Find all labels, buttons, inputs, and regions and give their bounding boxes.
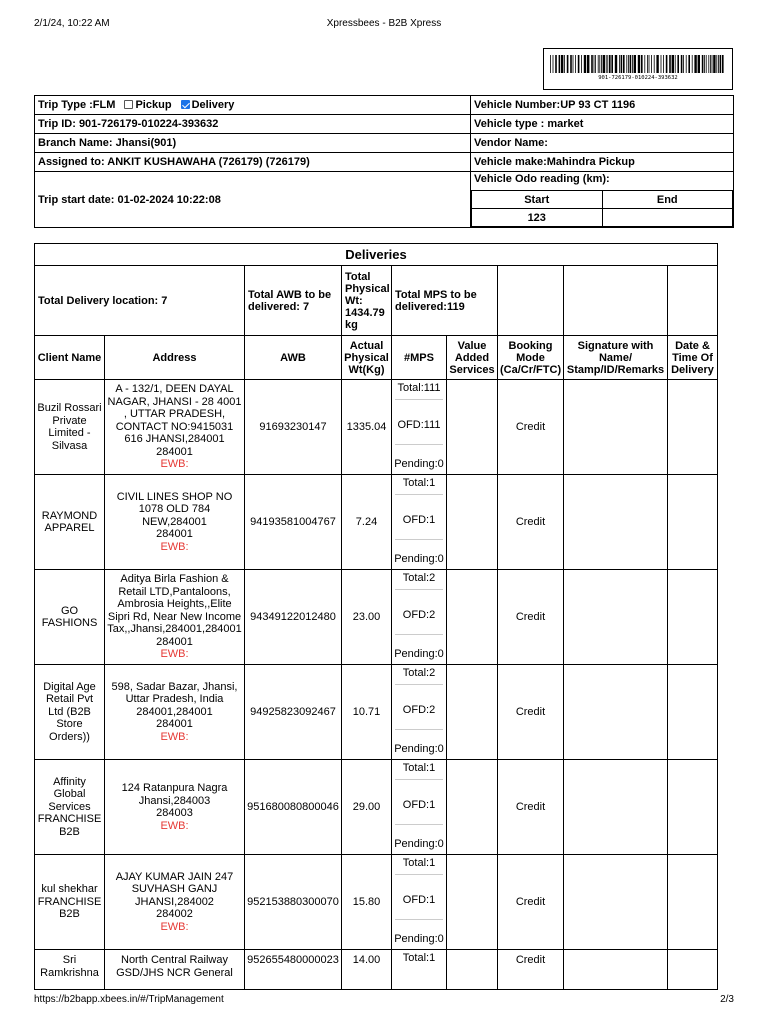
col-signature: Signature with Name/ Stamp/ID/Remarks (564, 336, 668, 380)
mps-cell (392, 665, 447, 760)
barcode-bar (630, 55, 632, 73)
delivery-datetime (668, 665, 718, 760)
barcode-bar (681, 55, 683, 73)
col-weight: Actual Physical Wt(Kg) (342, 336, 392, 380)
pincode: 284001 (156, 718, 193, 731)
pincode: 284001 (156, 528, 193, 541)
barcode-bar (607, 55, 608, 73)
barcode-bar (663, 55, 664, 73)
odo-start-value: 123 (472, 209, 603, 227)
barcode-bar (609, 55, 611, 73)
print-footer (34, 994, 734, 1006)
address-cell (105, 570, 245, 665)
value-added-services (447, 665, 498, 760)
address-cell (105, 475, 245, 570)
pincode: 284003 (156, 807, 193, 819)
total-delivery-location (35, 266, 245, 336)
col-vas: Value Added Services (447, 336, 498, 380)
mps-cell (392, 950, 447, 990)
assigned-to: Assigned to: ANKIT KUSHAWAHA (726179) (726179) (35, 153, 471, 172)
actual-weight: 1335.04 (342, 380, 392, 475)
deliveries-table (34, 243, 718, 990)
barcode-bar (722, 55, 724, 73)
barcode-bar (683, 55, 684, 73)
address: Aditya Birla Fashion & Retail LTD,Pantaloons, Ambrosia Heights,,Elite Sipri Rd, Near New Income Tax,,Jhansi,284001,284001 (107, 573, 242, 636)
address: North Central Railway GSD/JHS NCR General (116, 954, 233, 979)
barcode-bar (591, 55, 593, 73)
mps-cell (392, 380, 447, 475)
odo-table (471, 190, 733, 227)
barcode-bar (555, 55, 557, 73)
total-mps: Total MPS to be delivered:119 (392, 266, 498, 336)
barcode-bar (698, 55, 700, 73)
barcode-bar (623, 55, 625, 73)
barcode-bar (573, 55, 574, 73)
print-url: https://b2bapp.xbees.in/#/TripManagement (34, 994, 224, 1005)
delivery-label: Delivery (191, 99, 235, 111)
address: 598, Sadar Bazar, Jhansi, Uttar Pradesh, India 284001,284001 (111, 680, 238, 718)
barcode-bar (706, 55, 707, 73)
summary-blank-3 (668, 266, 718, 336)
value-added-services (447, 855, 498, 950)
barcode-bar (570, 55, 572, 73)
barcode-bar (550, 55, 551, 73)
barcode-bar (656, 55, 658, 73)
mps-divider (395, 399, 443, 400)
odo-end-value (602, 209, 733, 227)
signature-field (564, 380, 668, 475)
value-added-services (447, 950, 498, 990)
barcode-bar (688, 55, 690, 73)
client-name: Sri Ramkrishna (35, 950, 105, 990)
awb-number: 91693230147 (245, 380, 342, 475)
barcode-bar (601, 55, 602, 73)
booking-mode: Credit (498, 380, 564, 475)
actual-weight: 10.71 (342, 665, 392, 760)
actual-weight: 14.00 (342, 950, 392, 990)
barcode-bar (598, 55, 599, 73)
barcode-bar (595, 55, 596, 73)
barcode-bar (553, 55, 554, 73)
mps-divider (395, 874, 443, 875)
awb-number: 94349122012480 (245, 570, 342, 665)
mps-divider (395, 919, 443, 920)
barcode-bar (584, 55, 586, 73)
odo-end-label: End (602, 191, 733, 209)
awb-number: 952655480000023 (245, 950, 342, 990)
awb-number: 94925823092467 (245, 665, 342, 760)
barcode-bar (672, 55, 674, 73)
address-cell (105, 950, 245, 990)
barcode-bar (603, 55, 605, 73)
awb-number: 94193581004767 (245, 475, 342, 570)
barcode-bar (641, 55, 643, 73)
pickup-checkbox[interactable] (124, 100, 133, 109)
awb-number: 952153880300070 (245, 855, 342, 950)
summary-blank-2 (564, 266, 668, 336)
delivery-datetime (668, 380, 718, 475)
client-name: GO FASHIONS (35, 570, 105, 665)
barcode-bar (599, 55, 600, 73)
mps-total: Total:1 (402, 762, 436, 774)
client-name: Buzil Rossari Private Limited - Silvasa (35, 380, 105, 475)
mps-pending: Pending:0 (394, 648, 444, 660)
mps-ofd: OFD:2 (402, 704, 436, 716)
barcode-bar (567, 55, 569, 73)
delivery-datetime (668, 570, 718, 665)
trip-start-date: Trip start date: 01-02-2024 10:22:08 (35, 172, 471, 228)
booking-mode: Credit (498, 570, 564, 665)
col-client-name: Client Name (35, 336, 105, 380)
mps-divider (395, 779, 443, 780)
branch-name: Branch Name: Jhansi(901) (35, 134, 471, 153)
barcode-bar (712, 55, 713, 73)
barcode-bar (559, 55, 561, 73)
barcode-bar (661, 55, 662, 73)
address-cell (105, 380, 245, 475)
value-added-services (447, 570, 498, 665)
barcode-bar (677, 55, 679, 73)
actual-weight: 15.80 (342, 855, 392, 950)
mps-ofd: OFD:111 (397, 419, 441, 431)
signature-field (564, 570, 668, 665)
mps-divider (395, 684, 443, 685)
mps-cell (392, 570, 447, 665)
actual-weight: 29.00 (342, 760, 392, 855)
mps-pending: Pending:0 (394, 838, 444, 850)
actual-weight: 7.24 (342, 475, 392, 570)
odo-label: Vehicle Odo reading (km): (474, 173, 610, 185)
mps-pending: Pending:0 (394, 933, 444, 945)
col-address: Address (105, 336, 245, 380)
mps-divider (395, 494, 443, 495)
print-header (34, 18, 734, 32)
pickup-label: Pickup (135, 99, 172, 111)
barcode-bar (581, 55, 582, 73)
address: AJAY KUMAR JAIN 247 SUVHASH GANJ JHANSI,284002 (115, 870, 234, 908)
print-page-number: 2/3 (720, 994, 734, 1005)
booking-mode: Credit (498, 665, 564, 760)
signature-field (564, 760, 668, 855)
barcode-bar (606, 55, 607, 73)
barcode-bar (632, 55, 633, 73)
delivery-datetime (668, 855, 718, 950)
pincode: 284002 (156, 908, 193, 921)
vehicle-type: Vehicle type : market (471, 115, 734, 134)
barcode-bar (692, 55, 693, 73)
pincode: 284001 (156, 635, 193, 648)
barcode-bar (619, 55, 620, 73)
pincode: 284001 (156, 445, 193, 458)
barcode-bar (628, 55, 629, 73)
mps-divider (395, 539, 443, 540)
col-mps: #MPS (392, 336, 447, 380)
mps-ofd: OFD:1 (402, 894, 436, 906)
total-awb: Total AWB to be delivered: 7 (245, 266, 342, 336)
mps-total: Total:2 (402, 572, 436, 584)
vehicle-make: Vehicle make:Mahindra Pickup (471, 153, 734, 172)
mps-pending: Pending:0 (394, 458, 444, 470)
address-cell (105, 760, 245, 855)
vendor-name: Vendor Name: (471, 134, 734, 153)
mps-total: Total:1 (402, 477, 436, 489)
deliveries-title: Deliveries (35, 244, 718, 266)
mps-ofd: OFD:2 (402, 609, 436, 621)
barcode-bar (644, 55, 645, 73)
barcode-bar (615, 55, 617, 73)
booking-mode: Credit (498, 855, 564, 950)
signature-field (564, 665, 668, 760)
signature-field (564, 950, 668, 990)
mps-total: Total:1 (402, 857, 436, 869)
mps-divider (395, 824, 443, 825)
summary-blank-1 (498, 266, 564, 336)
mps-ofd: OFD:1 (402, 799, 436, 811)
barcode-bar (716, 55, 717, 73)
trip-id: Trip ID: 901-726179-010224-393632 (35, 115, 471, 134)
col-delivery-datetime: Date & Time Of Delivery (668, 336, 718, 380)
barcode-bar (564, 55, 565, 73)
barcode-bar (704, 55, 705, 73)
barcode-bar (621, 55, 623, 73)
table-row (35, 855, 718, 950)
barcode-text: 901-726179-010224-393632 (598, 75, 678, 81)
table-row (35, 950, 718, 990)
barcode-bar (710, 55, 711, 73)
mps-divider (395, 729, 443, 730)
mps-cell (392, 760, 447, 855)
signature-field (564, 475, 668, 570)
client-name: kul shekhar FRANCHISE B2B (35, 855, 105, 950)
booking-mode: Credit (498, 950, 564, 990)
barcode-bar (649, 55, 650, 73)
ewb-label: EWB: (160, 730, 189, 743)
signature-field (564, 855, 668, 950)
client-name: Digital Age Retail Pvt Ltd (B2B Store Orders)) (35, 665, 105, 760)
table-row (35, 380, 718, 475)
ewb-label: EWB: (160, 920, 189, 933)
awb-number: 951680080800046 (245, 760, 342, 855)
deliveries-rows (35, 380, 718, 990)
address: A - 132/1, DEEN DAYAL NAGAR, JHANSI - 28 4001 , UTTAR PRADESH, CONTACT NO:9415031 616 JHANSI,284001 (107, 383, 242, 446)
total-location-text: Total Delivery location: 7 (38, 294, 168, 307)
address-cell (105, 855, 245, 950)
table-row (35, 760, 718, 855)
barcode-bar (702, 55, 704, 73)
ewb-label: EWB: (160, 540, 189, 553)
col-awb: AWB (245, 336, 342, 380)
mps-pending: Pending:0 (394, 553, 444, 565)
barcode-bar (720, 55, 722, 73)
table-row (35, 570, 718, 665)
mps-pending: Pending:0 (394, 743, 444, 755)
barcode-bar (626, 55, 627, 73)
barcode-bar (708, 55, 709, 73)
ewb-label: EWB: (160, 819, 189, 832)
barcode-bar (654, 55, 655, 73)
barcode-bar (686, 55, 687, 73)
address: CIVIL LINES SHOP NO 1078 OLD 784 NEW,284001 (116, 490, 233, 528)
barcode-bar (638, 55, 640, 73)
client-name: Affinity Global Services FRANCHISE B2B (35, 760, 105, 855)
actual-weight: 23.00 (342, 570, 392, 665)
odo-start-label: Start (472, 191, 603, 209)
barcode-bar (587, 55, 589, 73)
barcode-bar (713, 55, 715, 73)
mps-cell (392, 855, 447, 950)
value-added-services (447, 760, 498, 855)
trip-info-table (34, 95, 734, 228)
address: 124 Ratanpura Nagra Jhansi,284003 (121, 782, 228, 807)
print-datetime: 2/1/24, 10:22 AM (34, 18, 110, 29)
barcode-bar (718, 55, 719, 73)
barcode-bar (647, 55, 648, 73)
table-row (35, 475, 718, 570)
delivery-datetime (668, 950, 718, 990)
value-added-services (447, 475, 498, 570)
barcode (543, 48, 733, 90)
mps-divider (395, 444, 443, 445)
mps-divider (395, 589, 443, 590)
trip-type: Trip Type :FLM (38, 99, 116, 111)
print-page-title: Xpressbees - B2B Xpress (326, 18, 442, 29)
barcode-bar (675, 55, 676, 73)
barcode-bar (694, 55, 696, 73)
mps-cell (392, 475, 447, 570)
barcode-bar (651, 55, 652, 73)
vehicle-number: Vehicle Number:UP 93 CT 1196 (471, 96, 734, 115)
trip-type-cell (35, 96, 471, 115)
barcode-bar (594, 55, 595, 73)
address-cell (105, 665, 245, 760)
barcode-bar (575, 55, 576, 73)
barcode-bar (611, 55, 613, 73)
col-booking-mode: Booking Mode (Ca/Cr/FTC) (498, 336, 564, 380)
table-row (35, 665, 718, 760)
ewb-label: EWB: (160, 458, 189, 471)
mps-total: Total:111 (397, 382, 441, 394)
mps-total: Total:2 (402, 667, 436, 679)
mps-ofd: OFD:1 (402, 514, 436, 526)
total-weight: Total Physical Wt: 1434.79 kg (342, 266, 392, 336)
mps-total: Total:1 (402, 952, 436, 964)
barcode-bars (550, 55, 726, 75)
barcode-bar (634, 55, 636, 73)
barcode-bar (666, 55, 668, 73)
delivery-datetime (668, 760, 718, 855)
barcode-bar (561, 55, 563, 73)
client-name: RAYMOND APPAREL (35, 475, 105, 570)
value-added-services (447, 380, 498, 475)
delivery-checkbox[interactable] (181, 100, 190, 109)
barcode-bar (669, 55, 671, 73)
booking-mode: Credit (498, 475, 564, 570)
delivery-datetime (668, 475, 718, 570)
ewb-label: EWB: (160, 648, 189, 661)
mps-divider (395, 634, 443, 635)
barcode-bar (578, 55, 580, 73)
booking-mode: Credit (498, 760, 564, 855)
odo-reading-cell (471, 172, 734, 228)
